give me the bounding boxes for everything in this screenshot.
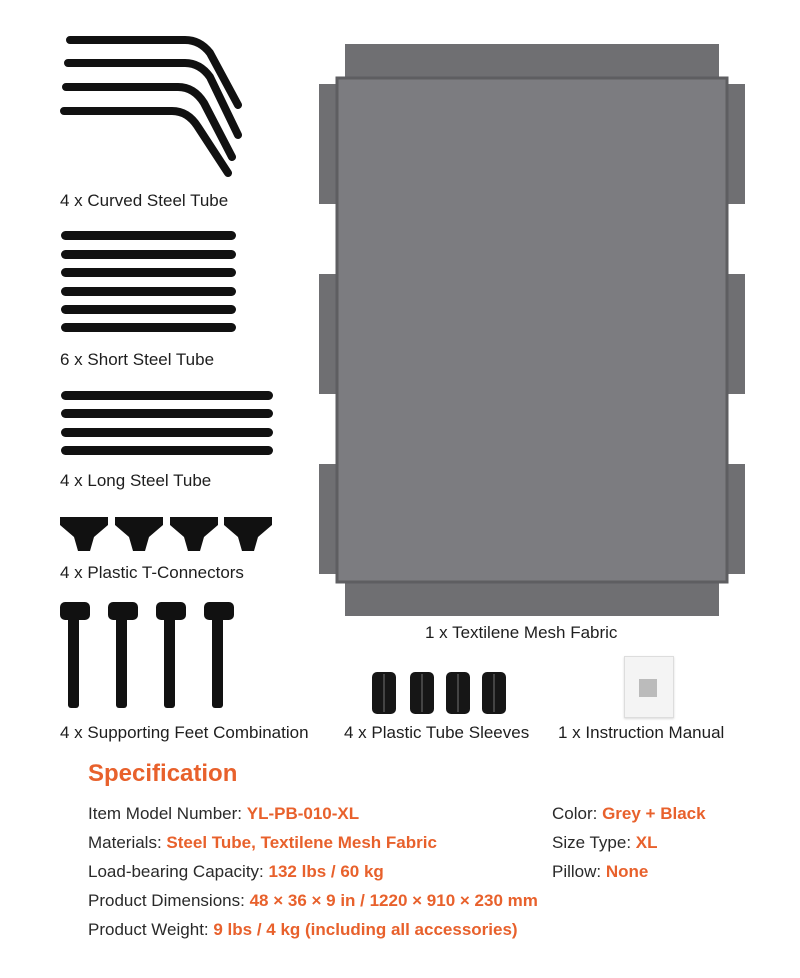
- spec-model-label: Item Model Number:: [88, 804, 247, 823]
- spec-dimensions-label: Product Dimensions:: [88, 891, 250, 910]
- instruction-manual-image: [624, 656, 674, 718]
- feet-caption: 4 x Supporting Feet Combination: [60, 723, 309, 742]
- spec-capacity: [88, 862, 384, 882]
- spec-pillow-value: None: [605, 862, 649, 881]
- t-connector-caption: 4 x Plastic T-Connectors: [60, 563, 244, 582]
- mesh-caption: 1 x Textilene Mesh Fabric: [425, 623, 618, 642]
- spec-size-label: Size Type:: [552, 833, 636, 852]
- spec-model-value: YL-PB-010-XL: [246, 804, 360, 823]
- spec-size: [552, 833, 658, 853]
- short-tube-caption: 6 x Short Steel Tube: [60, 350, 215, 369]
- spec-pillow: [552, 862, 648, 882]
- spec-materials: [88, 833, 437, 853]
- supporting-feet-image: [58, 600, 258, 710]
- spec-color-label: Color:: [552, 804, 603, 823]
- spec-capacity-label: Load-bearing Capacity:: [88, 862, 269, 881]
- curved-steel-tube-image: [60, 35, 260, 175]
- spec-materials-label: Materials:: [88, 833, 167, 852]
- manual-caption: 1 x Instruction Manual: [558, 723, 725, 742]
- tube-sleeves-image: [370, 668, 530, 718]
- spec-weight-value: 9 lbs / 4 kg (including all accessories): [213, 920, 518, 939]
- t-connector-image: [60, 515, 280, 555]
- spec-materials-value: Steel Tube, Textilene Mesh Fabric: [166, 833, 437, 852]
- spec-model: [88, 804, 359, 824]
- sleeves-caption: 4 x Plastic Tube Sleeves: [344, 723, 530, 742]
- spec-color-value: Grey + Black: [602, 804, 706, 823]
- spec-dimensions-value: 48 × 36 × 9 in / 1220 × 910 × 230 mm: [249, 891, 538, 910]
- spec-weight: [88, 920, 518, 940]
- spec-pillow-label: Pillow:: [552, 862, 606, 881]
- mesh-fabric-image: [315, 44, 749, 616]
- spec-color: [552, 804, 706, 824]
- spec-capacity-value: 132 lbs / 60 kg: [268, 862, 384, 881]
- long-tube-caption: 4 x Long Steel Tube: [60, 471, 212, 490]
- curved-tube-caption: 4 x Curved Steel Tube: [60, 191, 229, 210]
- spec-size-value: XL: [635, 833, 658, 852]
- spec-weight-label: Product Weight:: [88, 920, 214, 939]
- spec-dimensions: [88, 891, 538, 911]
- spec-title: Specification: [88, 760, 238, 787]
